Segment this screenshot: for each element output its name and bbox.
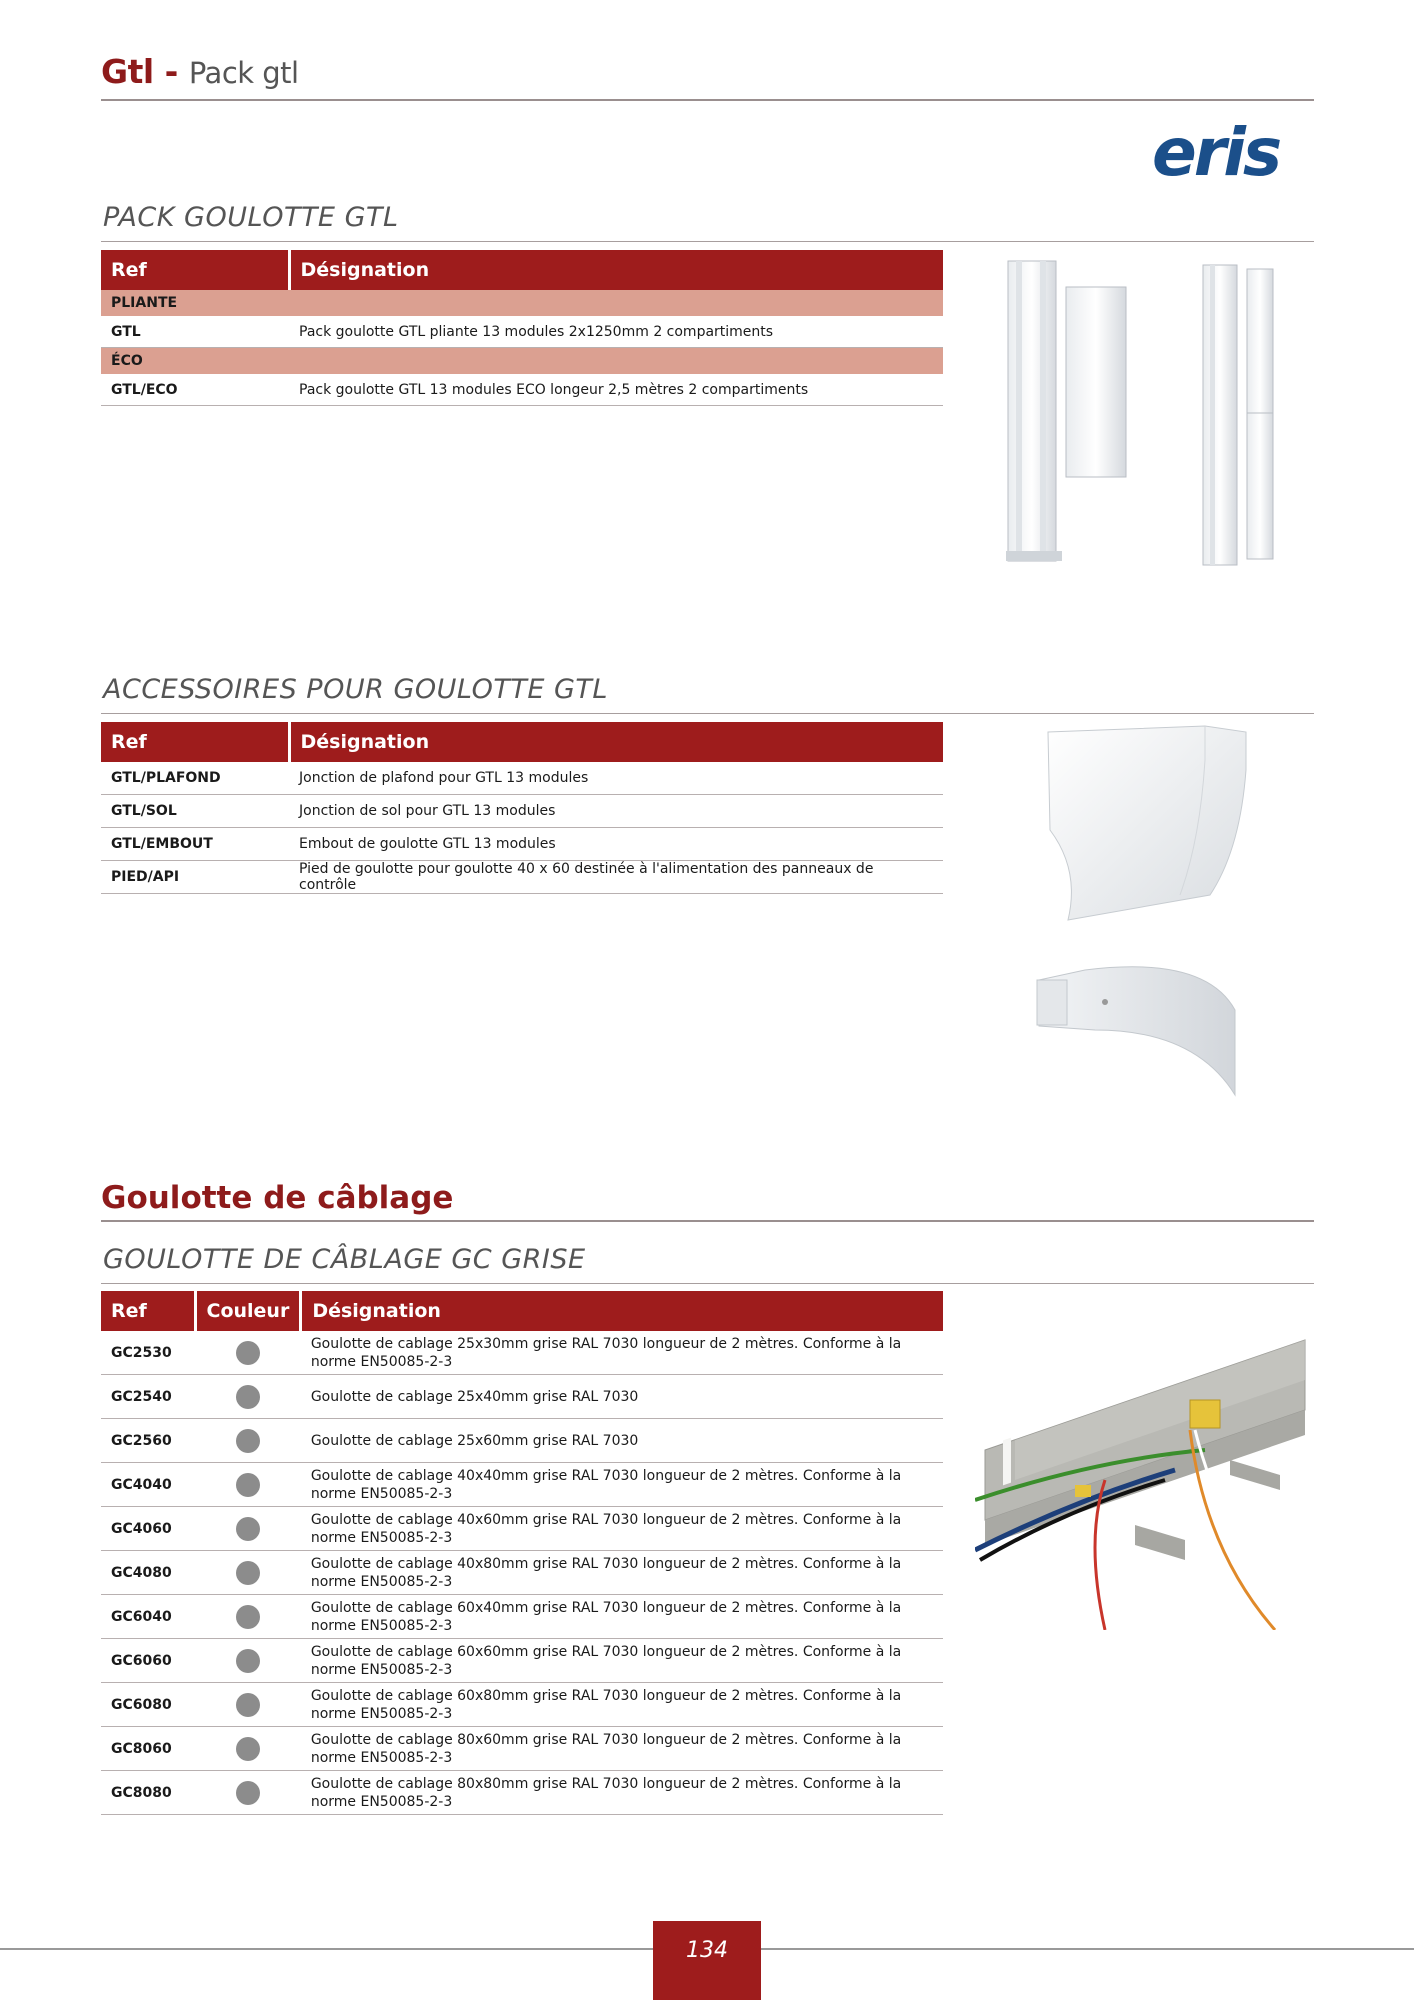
- product-designation: Jonction de sol pour GTL 13 modules: [289, 795, 943, 828]
- color-swatch-cell: [195, 1551, 301, 1595]
- column-header-designation: Désignation: [289, 722, 943, 762]
- color-swatch: [236, 1693, 260, 1717]
- accessories-table: [101, 722, 943, 894]
- product-designation: Embout de goulotte GTL 13 modules: [289, 828, 943, 861]
- table-row: [101, 316, 943, 348]
- product-ref: GC8060: [101, 1727, 195, 1771]
- table-row: [101, 1375, 943, 1419]
- header-rule: [101, 99, 1314, 101]
- product-designation: Goulotte de cablage 60x40mm grise RAL 7030 longueur de 2 mètres. Conforme à la norme EN50085-2-3: [301, 1595, 943, 1639]
- column-header-designation: Désignation: [301, 1291, 943, 1331]
- product-designation: Pack goulotte GTL 13 modules ECO longeur 2,5 mètres 2 compartiments: [289, 374, 943, 406]
- pack-table: [101, 250, 943, 406]
- table-row: [101, 795, 943, 828]
- product-ref: GC6080: [101, 1683, 195, 1727]
- product-designation: Goulotte de cablage 60x80mm grise RAL 7030 longueur de 2 mètres. Conforme à la norme EN50085-2-3: [301, 1683, 943, 1727]
- color-swatch-cell: [195, 1463, 301, 1507]
- color-swatch: [236, 1649, 260, 1673]
- product-designation: Goulotte de cablage 25x60mm grise RAL 7030: [301, 1419, 943, 1463]
- brand-logo: eris: [1152, 114, 1280, 191]
- table-row: [101, 1463, 943, 1507]
- color-swatch: [236, 1429, 260, 1453]
- product-designation: Goulotte de cablage 80x80mm grise RAL 7030 longueur de 2 mètres. Conforme à la norme EN50085-2-3: [301, 1771, 943, 1815]
- junction-image: [1040, 720, 1260, 930]
- product-ref: GC8080: [101, 1771, 195, 1815]
- product-ref: PIED/API: [101, 861, 289, 894]
- product-ref: GC2540: [101, 1375, 195, 1419]
- product-designation: Goulotte de cablage 25x30mm grise RAL 7030 longueur de 2 mètres. Conforme à la norme EN50085-2-3: [301, 1331, 943, 1375]
- product-ref: GTL/SOL: [101, 795, 289, 828]
- product-designation: Goulotte de cablage 80x60mm grise RAL 7030 longueur de 2 mètres. Conforme à la norme EN50085-2-3: [301, 1727, 943, 1771]
- table-row: [101, 1419, 943, 1463]
- column-header-ref: Ref: [101, 1291, 195, 1331]
- section-heading-accessoires: ACCESSOIRES POUR GOULOTTE GTL: [103, 674, 608, 705]
- color-swatch: [236, 1341, 260, 1365]
- product-ref: GTL: [101, 316, 289, 348]
- category-label: PLIANTE: [101, 290, 943, 316]
- color-swatch-cell: [195, 1375, 301, 1419]
- section-title-goulotte-cablage: Goulotte de câblage: [101, 1180, 454, 1216]
- product-ref: GC4060: [101, 1507, 195, 1551]
- section-rule: [101, 1220, 1314, 1222]
- page-title: [101, 52, 299, 91]
- table-row: [101, 861, 943, 894]
- table-row: [101, 1551, 943, 1595]
- product-ref: GC4080: [101, 1551, 195, 1595]
- page-title-light: Pack gtl: [188, 56, 299, 90]
- section-rule: [101, 1283, 1314, 1284]
- table-row: [101, 1507, 943, 1551]
- column-header-couleur: Couleur: [195, 1291, 301, 1331]
- color-swatch-cell: [195, 1331, 301, 1375]
- color-swatch-cell: [195, 1683, 301, 1727]
- color-swatch: [236, 1517, 260, 1541]
- product-designation: Goulotte de cablage 40x60mm grise RAL 7030 longueur de 2 mètres. Conforme à la norme EN50085-2-3: [301, 1507, 943, 1551]
- gtl-pack-image: [1000, 255, 1300, 575]
- column-header-designation: Désignation: [289, 250, 943, 290]
- category-row: [101, 290, 943, 316]
- category-row: [101, 348, 943, 375]
- section-rule: [101, 713, 1314, 714]
- product-ref: GC6040: [101, 1595, 195, 1639]
- product-ref: GTL/EMBOUT: [101, 828, 289, 861]
- page-number: 134: [653, 1921, 761, 2000]
- section-heading-gc-grise: GOULOTTE DE CÂBLAGE GC GRISE: [103, 1244, 586, 1275]
- table-row: [101, 1727, 943, 1771]
- color-swatch-cell: [195, 1639, 301, 1683]
- product-ref: GC2530: [101, 1331, 195, 1375]
- table-row: [101, 1771, 943, 1815]
- page-title-bold: Gtl -: [101, 52, 178, 91]
- product-designation: Pied de goulotte pour goulotte 40 x 60 destinée à l'alimentation des panneaux de contrôle: [289, 861, 943, 894]
- table-row: [101, 1683, 943, 1727]
- section-heading-pack: PACK GOULOTTE GTL: [103, 202, 399, 233]
- color-swatch-cell: [195, 1595, 301, 1639]
- column-header-ref: Ref: [101, 722, 289, 762]
- color-swatch: [236, 1385, 260, 1409]
- color-swatch-cell: [195, 1419, 301, 1463]
- color-swatch-cell: [195, 1507, 301, 1551]
- product-ref: GC6060: [101, 1639, 195, 1683]
- end-cap-image: [1035, 960, 1245, 1110]
- color-swatch: [236, 1561, 260, 1585]
- product-designation: Goulotte de cablage 60x60mm grise RAL 7030 longueur de 2 mètres. Conforme à la norme EN50085-2-3: [301, 1639, 943, 1683]
- cable-duct-image: [975, 1300, 1315, 1630]
- table-row: [101, 1595, 943, 1639]
- column-header-ref: Ref: [101, 250, 289, 290]
- product-designation: Pack goulotte GTL pliante 13 modules 2x1250mm 2 compartiments: [289, 316, 943, 348]
- product-ref: GC4040: [101, 1463, 195, 1507]
- table-row: [101, 828, 943, 861]
- product-designation: Goulotte de cablage 40x80mm grise RAL 7030 longueur de 2 mètres. Conforme à la norme EN50085-2-3: [301, 1551, 943, 1595]
- product-designation: Jonction de plafond pour GTL 13 modules: [289, 762, 943, 795]
- section-rule: [101, 241, 1314, 242]
- table-row: [101, 374, 943, 406]
- color-swatch-cell: [195, 1771, 301, 1815]
- product-designation: Goulotte de cablage 25x40mm grise RAL 7030: [301, 1375, 943, 1419]
- color-swatch: [236, 1605, 260, 1629]
- color-swatch: [236, 1781, 260, 1805]
- color-swatch: [236, 1737, 260, 1761]
- product-designation: Goulotte de cablage 40x40mm grise RAL 7030 longueur de 2 mètres. Conforme à la norme EN50085-2-3: [301, 1463, 943, 1507]
- color-swatch-cell: [195, 1727, 301, 1771]
- gc-table: [101, 1291, 943, 1815]
- category-label: ÉCO: [101, 348, 943, 375]
- color-swatch: [236, 1473, 260, 1497]
- product-ref: GTL/ECO: [101, 374, 289, 406]
- table-row: [101, 1639, 943, 1683]
- product-ref: GTL/PLAFOND: [101, 762, 289, 795]
- table-row: [101, 762, 943, 795]
- table-row: [101, 1331, 943, 1375]
- product-ref: GC2560: [101, 1419, 195, 1463]
